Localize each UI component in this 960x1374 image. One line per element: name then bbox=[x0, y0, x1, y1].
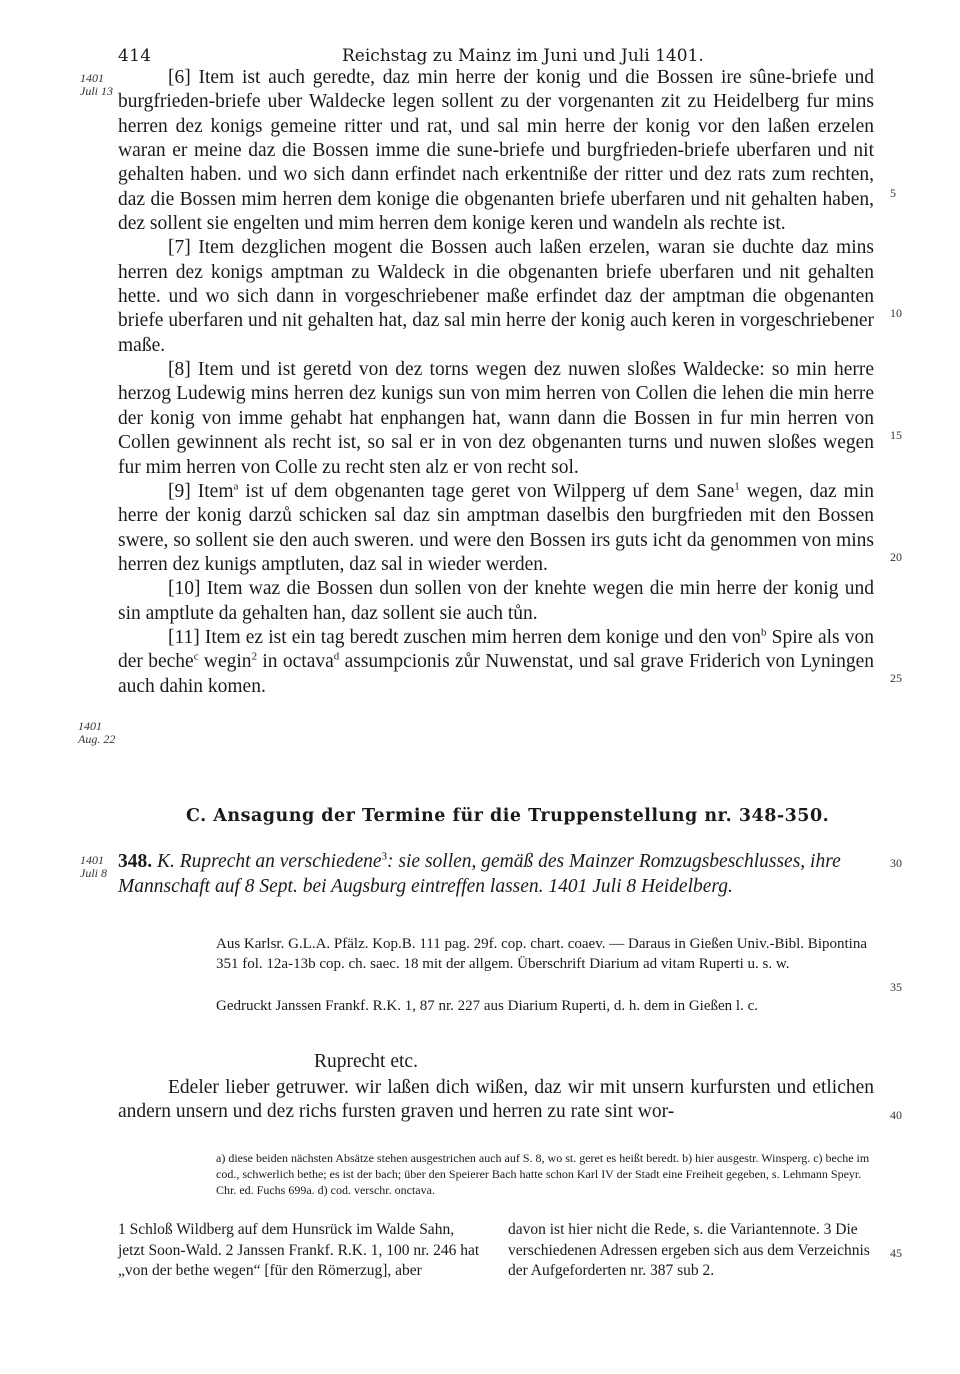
line-number-10: 10 bbox=[890, 306, 902, 320]
line-number-35: 35 bbox=[890, 980, 902, 994]
margin-date-3-year: 1401 bbox=[80, 853, 104, 867]
margin-date-1-day: Juli 13 bbox=[80, 84, 113, 98]
p11-part-d: in octava bbox=[257, 651, 334, 673]
letter-body bbox=[118, 1076, 874, 1124]
section-heading: C. Ansagung der Termine für die Truppenstellung nr. 348-350. bbox=[186, 806, 830, 826]
p11-part-a: [11] Item ez ist ein tag beredt zuschen mim herren dem konige und den von bbox=[168, 626, 762, 648]
p11-part-c: wegin bbox=[198, 651, 252, 673]
footnote-mark-3: 3 bbox=[381, 850, 388, 863]
p9-part-c: wegen, daz min herre der konig darzů schicken sal daz sin amptman daselbis den burgfrieden mit den Bossen swere, so sollent sie den auch sweren. und were den Bossen irs guts icht da genommen von mins herren dez kunigs amptluten, daz sal in wieder werden. bbox=[118, 480, 874, 575]
paragraph-7: [7] Item dezglichen mogent die Bossen auch laßen erzelen, waran sie duchte daz mins herren dez konigs amptman zu Waldeck in die obgenanten briefe uberfaren und nit gehalten hette. und wo sich dann in vorgeschriebener maße erfindet daz der amptman die obgenanten briefe uberfaren und nit gehalten hat, daz sal min herre der konig auch keren in vorgeschriebener maße. bbox=[118, 237, 874, 356]
paragraph-8: [8] Item und ist geretd von dez torns wegen dez nuwen sloßes Waldecke: so min herre herzog Ludewig mins herren dez kunigs sun von mim herren von Collen die lehen die min herre der konig von imme gehabt hat enphangen hat, wann dann die Bossen in fur min herren von Collen gewinnent als recht ist, so sal er in von dez obgenanten turns und nuwen sloßes wegen fur mim herren von Colle zu recht sten alz er von recht sol. bbox=[118, 359, 874, 478]
source-note-1: Aus Karlsr. G.L.A. Pfälz. Kop.B. 111 pag. 29f. cop. chart. coaev. — Daraus in Gießen Univ.-Bibl. Bipontina 351 fol. 12a-13b cop. ch. saec. 18 mit der allgem. Überschrift Diarium ad vitam Ruperti u. s. w. bbox=[216, 936, 867, 972]
footnote-mark-2: 2 bbox=[251, 650, 258, 663]
footnotes-left: 1 Schloß Wildberg auf dem Hunsrück im Walde Sahn, jetzt Soon-Wald. 2 Janssen Frankf. R.K. 1, 100 nr. 246 hat „von der bethe wegen“ [für den Römerzug], aber bbox=[118, 1221, 480, 1279]
apparatus-mark-c: c bbox=[193, 650, 199, 663]
margin-date-2-year: 1401 bbox=[78, 719, 102, 733]
apparatus-mark-b: b bbox=[761, 626, 767, 639]
apparatus-mark-d: d bbox=[333, 650, 340, 663]
paragraph-10: [10] Item waz die Bossen dun sollen von der knehte wegen die min herre der konig und sin amptlute da gehalten han, daz sollent sie auch tůn. bbox=[118, 578, 874, 624]
salutation-edeler: Edeler lieber getruwer. bbox=[168, 1077, 349, 1098]
salutation-ruprecht: Ruprecht etc. bbox=[314, 1051, 418, 1072]
paragraph-11 bbox=[118, 626, 874, 699]
line-number-30: 30 bbox=[890, 856, 902, 870]
body-text bbox=[118, 66, 874, 699]
p9-part-a: [9] Item bbox=[168, 480, 234, 502]
regest-part-b: : sie sollen, gemäß des Mainzer Romzugsbeschlusses, ihre Mannschaft auf 8 Sept. bei Augsburg eintreffen lassen. 1401 Juli 8 Heidelberg. bbox=[118, 851, 841, 897]
line-number-25: 25 bbox=[890, 671, 902, 685]
paragraph-9 bbox=[118, 480, 874, 577]
p11-part-b: Spire als von der beche bbox=[118, 626, 874, 673]
line-number-5: 5 bbox=[890, 186, 896, 200]
letter-text: wir laßen dich wißen, daz wir mit unsern kurfursten und etlichen andern unsern und dez richs fursten graven und herren zu rate sint wor- bbox=[118, 1077, 875, 1122]
margin-date-2-day: Aug. 22 bbox=[78, 732, 116, 746]
apparatus-mark-a: a bbox=[233, 480, 239, 493]
p11-part-e: assumpcionis zůr Nuwenstat, und sal grave Friderich von Lyningen auch dahin komen. bbox=[118, 651, 874, 697]
document-number: 348. bbox=[118, 851, 153, 872]
margin-date-1 bbox=[80, 72, 113, 98]
margin-date-1-year: 1401 bbox=[80, 71, 104, 85]
margin-date-3 bbox=[80, 854, 107, 880]
footnotes-right: davon ist hier nicht die Rede, s. die Variantennote. 3 Die verschiedenen Adressen ergeben sich aus dem Verzeichnis der Aufgeforderten nr. 387 sub 2. bbox=[508, 1221, 870, 1279]
line-number-15: 15 bbox=[890, 428, 902, 442]
critical-apparatus: a) diese beiden nächsten Absätze stehen ausgestrichen auch auf S. 8, wo st. geret es heißt beredt. b) hier ausgestr. Winsperg. c) beche im cod., schwerlich bethe; es ist der bach; über den Speierer Bach hatte schon Karl IV der Stadt eine Freiheit gegeben, s. Lehmann Speyr. Chr. ed. Fuchs 699a. d) cod. verschr. onctava. bbox=[216, 1151, 870, 1197]
paragraph-6: [6] Item ist auch geredte, daz min herre der konig und die Bossen ire sûne-briefe und burgfrieden-briefe uber Waldecke legen sollent zu der vorgenanten zit zu Heidelberg fur mins herren dez konigs gemeine ritter und rat, und sal min herre der konig vor den laßen erzelen waran er meine daz die Bossen imme die sune-briefe und burgfrieden-briefe uberfaren und nit gehalten haben. und wo sich dann erfindet nach erkentniße der ritter und dez rats zum rechten, daz die Bossen mim herren dem konige die obgenanten briefe uberfaren und nit gehalten haben, dez sollent sie engelten und mim herren dem konige keren und wandeln als rechte ist. bbox=[118, 67, 874, 235]
margin-date-2 bbox=[78, 720, 115, 746]
line-number-40: 40 bbox=[890, 1108, 902, 1122]
page-number: 414 bbox=[118, 46, 152, 66]
regest-part-a: K. Ruprecht an verschiedene bbox=[157, 851, 382, 872]
footnote-mark-1: 1 bbox=[734, 480, 740, 493]
source-note-2: Gedruckt Janssen Frankf. R.K. 1, 87 nr. 227 aus Diarium Ruperti, d. h. dem in Gießen l. c. bbox=[216, 998, 758, 1014]
line-number-20: 20 bbox=[890, 550, 902, 564]
running-title: Reichstag zu Mainz im Juni und Juli 1401. bbox=[342, 46, 704, 66]
line-number-45: 45 bbox=[890, 1246, 902, 1260]
p9-part-b: ist uf dem obgenanten tage geret von Wilpperg uf dem Sane bbox=[238, 480, 735, 502]
margin-date-3-day: Juli 8 bbox=[80, 866, 107, 880]
document-regest bbox=[118, 850, 878, 899]
